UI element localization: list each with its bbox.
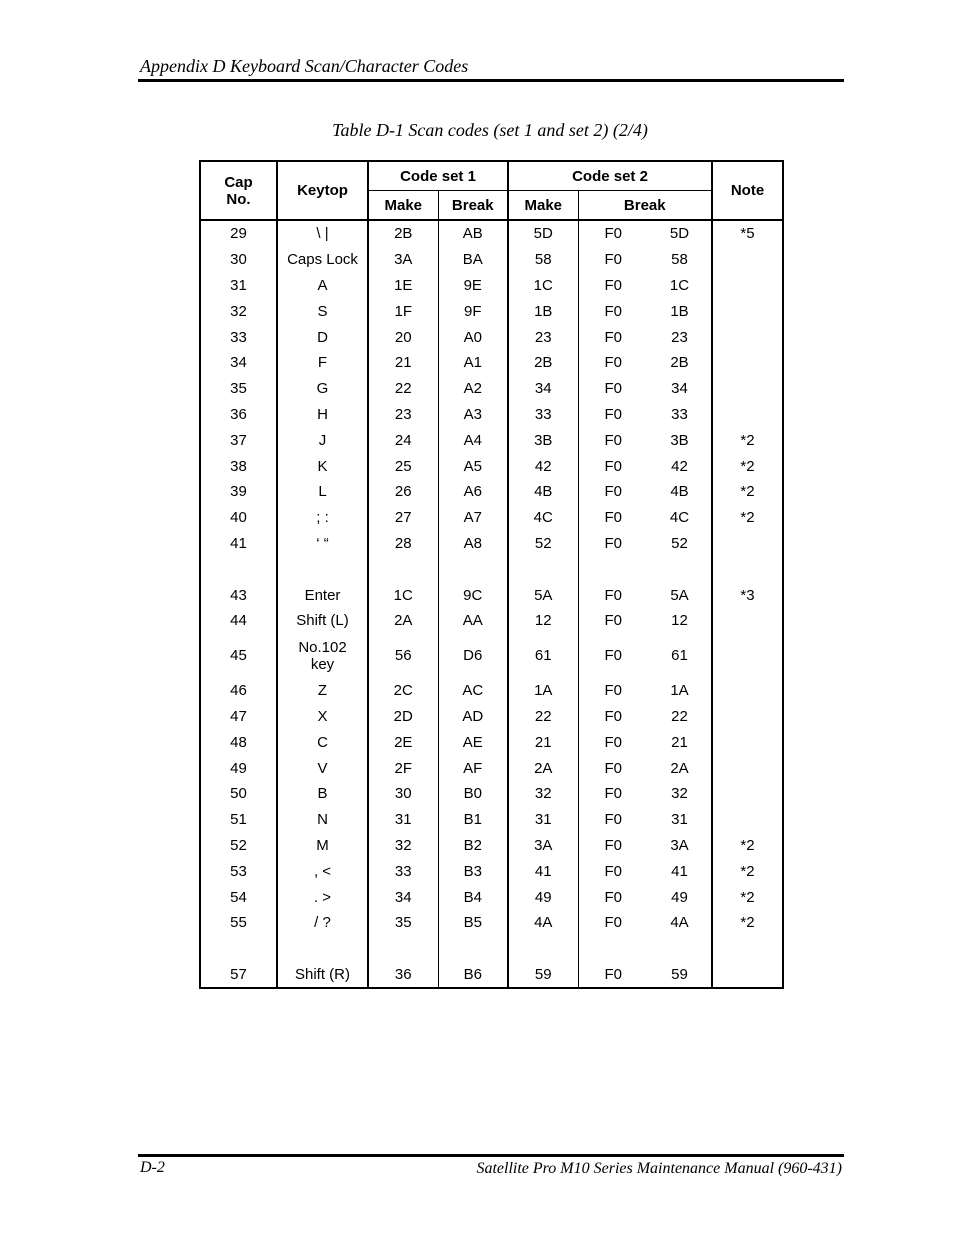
cell-set1-make: 3A (368, 247, 438, 273)
scan-code-table (199, 160, 784, 989)
cell-keytop (277, 936, 368, 962)
cell-set1-make: 2C (368, 678, 438, 704)
table-row (200, 220, 783, 247)
cell-note (712, 729, 783, 755)
cell-set2-break-code: 58 (648, 247, 712, 273)
cell-keytop: H (277, 402, 368, 428)
keytop-line: No.102 (298, 638, 347, 656)
cell-set1-break: A6 (438, 479, 508, 505)
cell-set2-break-prefix: F0 (578, 220, 648, 247)
cell-note: *2 (712, 479, 783, 505)
cell-keytop: B (277, 781, 368, 807)
cell-note (712, 298, 783, 324)
cell-cap-no: 40 (200, 505, 277, 531)
cell-note: *2 (712, 833, 783, 859)
cell-set1-break: 9C (438, 582, 508, 608)
cell-set1-make: 24 (368, 427, 438, 453)
footer-rule (138, 1154, 844, 1157)
cell-keytop: Shift (R) (277, 962, 368, 989)
cell-note: *2 (712, 427, 783, 453)
table-row (200, 884, 783, 910)
cell-set1-make: 26 (368, 479, 438, 505)
cell-cap-no: 41 (200, 531, 277, 557)
table-row (200, 678, 783, 704)
cell-set1-make: 34 (368, 884, 438, 910)
table-row (200, 704, 783, 730)
cell-set2-break-prefix: F0 (578, 402, 648, 428)
cell-set1-make: 56 (368, 634, 438, 678)
cell-set2-break-code: 2A (648, 755, 712, 781)
cell-set2-make: 32 (508, 781, 578, 807)
cell-note (712, 556, 783, 582)
cell-set2-break-prefix: F0 (578, 427, 648, 453)
cell-set1-break (438, 556, 508, 582)
cell-set1-break: B5 (438, 910, 508, 936)
table-row (200, 556, 783, 582)
cell-set2-break-code: 59 (648, 962, 712, 989)
cell-set1-make: 33 (368, 858, 438, 884)
cell-set2-make: 31 (508, 807, 578, 833)
cell-set2-break-code: 1C (648, 273, 712, 299)
table-row (200, 350, 783, 376)
cell-cap-no: 34 (200, 350, 277, 376)
cell-set2-make: 22 (508, 704, 578, 730)
header-note: Note (712, 161, 783, 220)
cell-cap-no: 38 (200, 453, 277, 479)
header-cap-no-line2: No. (226, 190, 251, 208)
table-row (200, 453, 783, 479)
cell-note (712, 807, 783, 833)
cell-set1-break: AB (438, 220, 508, 247)
cell-set2-make: 2A (508, 755, 578, 781)
cell-set2-break-code: 5A (648, 582, 712, 608)
table-row (200, 247, 783, 273)
cell-cap-no: 33 (200, 324, 277, 350)
cell-set2-make: 1C (508, 273, 578, 299)
cell-set1-make: 2B (368, 220, 438, 247)
cell-note (712, 781, 783, 807)
table-row (200, 807, 783, 833)
cell-note (712, 350, 783, 376)
table-row (200, 273, 783, 299)
cell-keytop: Enter (277, 582, 368, 608)
cell-cap-no: 48 (200, 729, 277, 755)
cell-note: *2 (712, 453, 783, 479)
cell-set1-make: 22 (368, 376, 438, 402)
cell-set2-break-prefix: F0 (578, 608, 648, 634)
cell-set2-break-code: 34 (648, 376, 712, 402)
cell-note (712, 678, 783, 704)
cell-set2-break-code: 23 (648, 324, 712, 350)
cell-set1-break: AF (438, 755, 508, 781)
cell-note (712, 531, 783, 557)
cell-set2-make: 12 (508, 608, 578, 634)
cell-set2-break-code: 31 (648, 807, 712, 833)
cell-keytop (277, 556, 368, 582)
cell-note (712, 704, 783, 730)
footer-page-number: D-2 (140, 1159, 165, 1176)
cell-set1-break: AE (438, 729, 508, 755)
cell-note (712, 962, 783, 989)
cell-note: *3 (712, 582, 783, 608)
cell-cap-no: 47 (200, 704, 277, 730)
cell-note: *2 (712, 858, 783, 884)
cell-cap-no: 51 (200, 807, 277, 833)
table-row (200, 729, 783, 755)
cell-keytop: N (277, 807, 368, 833)
table-row (200, 858, 783, 884)
cell-keytop: , < (277, 858, 368, 884)
cell-cap-no (200, 936, 277, 962)
cell-cap-no: 36 (200, 402, 277, 428)
header-rule (138, 79, 844, 82)
cell-set1-break (438, 936, 508, 962)
cell-keytop: Shift (L) (277, 608, 368, 634)
header-cap-no-line1: Cap (224, 173, 253, 191)
cell-set2-break-code: 42 (648, 453, 712, 479)
cell-set2-break-prefix: F0 (578, 479, 648, 505)
cell-set1-make: 1E (368, 273, 438, 299)
cell-keytop: Caps Lock (277, 247, 368, 273)
cell-set1-make: 2F (368, 755, 438, 781)
cell-set2-make: 3B (508, 427, 578, 453)
cell-set2-break-code: 4C (648, 505, 712, 531)
cell-set1-break: D6 (438, 634, 508, 678)
cell-set2-make: 4C (508, 505, 578, 531)
cell-set2-break-prefix: F0 (578, 858, 648, 884)
cell-note (712, 247, 783, 273)
cell-set2-make (508, 936, 578, 962)
cell-note: *2 (712, 884, 783, 910)
cell-keytop: C (277, 729, 368, 755)
header-set1-break: Break (438, 191, 508, 221)
table-row (200, 298, 783, 324)
cell-set1-break: AA (438, 608, 508, 634)
header-set2-break: Break (578, 191, 712, 221)
cell-set1-break: A0 (438, 324, 508, 350)
cell-set2-break-code (648, 556, 712, 582)
cell-set2-break-code: 61 (648, 634, 712, 678)
cell-set2-break-code: 52 (648, 531, 712, 557)
cell-set2-break-prefix: F0 (578, 273, 648, 299)
cell-set1-make: 32 (368, 833, 438, 859)
cell-cap-no: 32 (200, 298, 277, 324)
cell-set2-break-code: 32 (648, 781, 712, 807)
cell-keytop: S (277, 298, 368, 324)
cell-set1-break: B6 (438, 962, 508, 989)
table-row (200, 376, 783, 402)
cell-cap-no: 57 (200, 962, 277, 989)
cell-set2-break-prefix: F0 (578, 884, 648, 910)
cell-set2-make (508, 556, 578, 582)
cell-set1-break: AC (438, 678, 508, 704)
cell-set1-make: 25 (368, 453, 438, 479)
cell-set2-break-code: 3A (648, 833, 712, 859)
cell-set2-break-prefix: F0 (578, 582, 648, 608)
cell-set2-break-code: 1A (648, 678, 712, 704)
cell-set1-make: 1F (368, 298, 438, 324)
cell-set2-break-code: 1B (648, 298, 712, 324)
cell-set2-make: 23 (508, 324, 578, 350)
cell-set2-make: 3A (508, 833, 578, 859)
cell-set1-make: 35 (368, 910, 438, 936)
cell-set2-break-prefix: F0 (578, 505, 648, 531)
cell-set2-make: 34 (508, 376, 578, 402)
cell-keytop: . > (277, 884, 368, 910)
cell-note (712, 936, 783, 962)
cell-cap-no: 35 (200, 376, 277, 402)
cell-set1-break: B1 (438, 807, 508, 833)
cell-set1-make: 21 (368, 350, 438, 376)
cell-keytop: ‘ “ (277, 531, 368, 557)
cell-set2-make: 5D (508, 220, 578, 247)
cell-cap-no: 37 (200, 427, 277, 453)
cell-set2-make: 1B (508, 298, 578, 324)
cell-set2-make: 4A (508, 910, 578, 936)
cell-cap-no: 46 (200, 678, 277, 704)
table-row (200, 962, 783, 989)
table-row (200, 505, 783, 531)
page-header-title: Appendix D Keyboard Scan/Character Codes (140, 56, 469, 76)
cell-set1-make: 27 (368, 505, 438, 531)
cell-set2-break-prefix (578, 936, 648, 962)
cell-keytop: G (277, 376, 368, 402)
table-body (200, 220, 783, 988)
cell-set2-break-prefix: F0 (578, 807, 648, 833)
cell-set2-break-code: 49 (648, 884, 712, 910)
header-keytop: Keytop (277, 161, 368, 220)
cell-set2-make: 21 (508, 729, 578, 755)
cell-set2-break-code: 22 (648, 704, 712, 730)
cell-set2-make: 41 (508, 858, 578, 884)
cell-note (712, 324, 783, 350)
keytop-line: key (310, 655, 335, 673)
cell-cap-no: 45 (200, 634, 277, 678)
cell-cap-no: 52 (200, 833, 277, 859)
cell-keytop: A (277, 273, 368, 299)
cell-cap-no: 43 (200, 582, 277, 608)
cell-set1-make: 2A (368, 608, 438, 634)
cell-set1-make: 23 (368, 402, 438, 428)
cell-set1-break: B3 (438, 858, 508, 884)
cell-keytop: V (277, 755, 368, 781)
cell-set2-make: 52 (508, 531, 578, 557)
cell-set2-break-code (648, 936, 712, 962)
cell-cap-no (200, 556, 277, 582)
cell-set1-make: 28 (368, 531, 438, 557)
cell-cap-no: 44 (200, 608, 277, 634)
cell-note: *5 (712, 220, 783, 247)
cell-set1-break: A2 (438, 376, 508, 402)
cell-set2-break-prefix: F0 (578, 729, 648, 755)
cell-set1-break: BA (438, 247, 508, 273)
cell-set2-break-code: 4A (648, 910, 712, 936)
cell-keytop: ; : (277, 505, 368, 531)
cell-keytop: Z (277, 678, 368, 704)
cell-cap-no: 30 (200, 247, 277, 273)
cell-set2-make: 59 (508, 962, 578, 989)
cell-set2-break-prefix: F0 (578, 324, 648, 350)
table-row (200, 427, 783, 453)
cell-note (712, 634, 783, 678)
cell-set1-break: A4 (438, 427, 508, 453)
cell-set1-break: A7 (438, 505, 508, 531)
cell-set2-break-prefix: F0 (578, 298, 648, 324)
cell-set2-make: 1A (508, 678, 578, 704)
cell-cap-no: 50 (200, 781, 277, 807)
cell-note (712, 402, 783, 428)
cell-set2-break-prefix: F0 (578, 781, 648, 807)
footer-manual-title: Satellite Pro M10 Series Maintenance Manual (960-431) (476, 1160, 842, 1177)
cell-set2-break-code: 3B (648, 427, 712, 453)
cell-set2-break-prefix: F0 (578, 962, 648, 989)
cell-set2-make: 49 (508, 884, 578, 910)
table-row (200, 479, 783, 505)
table-row (200, 634, 783, 678)
cell-note (712, 608, 783, 634)
cell-set1-break: B4 (438, 884, 508, 910)
table-row (200, 781, 783, 807)
cell-cap-no: 39 (200, 479, 277, 505)
cell-set2-break-prefix: F0 (578, 833, 648, 859)
cell-cap-no: 53 (200, 858, 277, 884)
header-set2-make: Make (508, 191, 578, 221)
cell-set2-break-code: 12 (648, 608, 712, 634)
table-row (200, 608, 783, 634)
cell-set2-break-code: 33 (648, 402, 712, 428)
cell-set2-make: 2B (508, 350, 578, 376)
cell-set2-break-prefix: F0 (578, 910, 648, 936)
cell-note: *2 (712, 505, 783, 531)
cell-keytop: K (277, 453, 368, 479)
cell-keytop: M (277, 833, 368, 859)
cell-set2-make: 58 (508, 247, 578, 273)
cell-set1-break: A8 (438, 531, 508, 557)
cell-set2-break-prefix: F0 (578, 634, 648, 678)
cell-cap-no: 55 (200, 910, 277, 936)
cell-set1-make: 30 (368, 781, 438, 807)
cell-keytop: J (277, 427, 368, 453)
cell-set2-break-prefix: F0 (578, 531, 648, 557)
cell-set1-make (368, 556, 438, 582)
cell-set2-make: 5A (508, 582, 578, 608)
cell-set1-break: 9E (438, 273, 508, 299)
cell-set2-break-prefix: F0 (578, 376, 648, 402)
cell-keytop: F (277, 350, 368, 376)
cell-set1-make (368, 936, 438, 962)
cell-set2-make: 42 (508, 453, 578, 479)
table-row (200, 910, 783, 936)
cell-set1-break: AD (438, 704, 508, 730)
cell-set2-break-code: 2B (648, 350, 712, 376)
cell-set1-break: A5 (438, 453, 508, 479)
table-row (200, 531, 783, 557)
cell-note (712, 376, 783, 402)
cell-keytop: / ? (277, 910, 368, 936)
cell-set2-break-code: 41 (648, 858, 712, 884)
cell-set1-make: 2E (368, 729, 438, 755)
header-cap-no (200, 161, 277, 220)
table-caption: Table D-1 Scan codes (set 1 and set 2) (2/4) (332, 120, 648, 140)
cell-set1-make: 20 (368, 324, 438, 350)
cell-set2-break-code: 4B (648, 479, 712, 505)
cell-set1-break: A3 (438, 402, 508, 428)
cell-note (712, 273, 783, 299)
cell-set1-make: 1C (368, 582, 438, 608)
cell-keytop: \ | (277, 220, 368, 247)
cell-set2-break-code: 5D (648, 220, 712, 247)
cell-set1-make: 2D (368, 704, 438, 730)
cell-set2-break-code: 21 (648, 729, 712, 755)
cell-set2-break-prefix: F0 (578, 755, 648, 781)
cell-set1-break: 9F (438, 298, 508, 324)
header-code-set-1: Code set 1 (368, 161, 508, 191)
cell-note (712, 755, 783, 781)
table-row (200, 402, 783, 428)
cell-set2-break-prefix: F0 (578, 350, 648, 376)
cell-keytop (277, 634, 368, 678)
header-code-set-2: Code set 2 (508, 161, 712, 191)
cell-set2-break-prefix: F0 (578, 453, 648, 479)
table-row (200, 755, 783, 781)
cell-set1-break: B0 (438, 781, 508, 807)
cell-set1-break: A1 (438, 350, 508, 376)
cell-set2-break-prefix: F0 (578, 678, 648, 704)
table-row (200, 582, 783, 608)
cell-set2-make: 4B (508, 479, 578, 505)
cell-cap-no: 29 (200, 220, 277, 247)
header-set1-make: Make (368, 191, 438, 221)
table-row (200, 833, 783, 859)
cell-cap-no: 54 (200, 884, 277, 910)
cell-keytop: D (277, 324, 368, 350)
table-row (200, 936, 783, 962)
cell-set2-break-prefix: F0 (578, 247, 648, 273)
cell-cap-no: 49 (200, 755, 277, 781)
cell-set1-break: B2 (438, 833, 508, 859)
table-row (200, 324, 783, 350)
cell-set2-break-prefix: F0 (578, 704, 648, 730)
cell-cap-no: 31 (200, 273, 277, 299)
cell-note: *2 (712, 910, 783, 936)
cell-set2-break-prefix (578, 556, 648, 582)
cell-set1-make: 31 (368, 807, 438, 833)
cell-set2-make: 61 (508, 634, 578, 678)
cell-keytop: X (277, 704, 368, 730)
cell-set1-make: 36 (368, 962, 438, 989)
cell-keytop: L (277, 479, 368, 505)
cell-set2-make: 33 (508, 402, 578, 428)
